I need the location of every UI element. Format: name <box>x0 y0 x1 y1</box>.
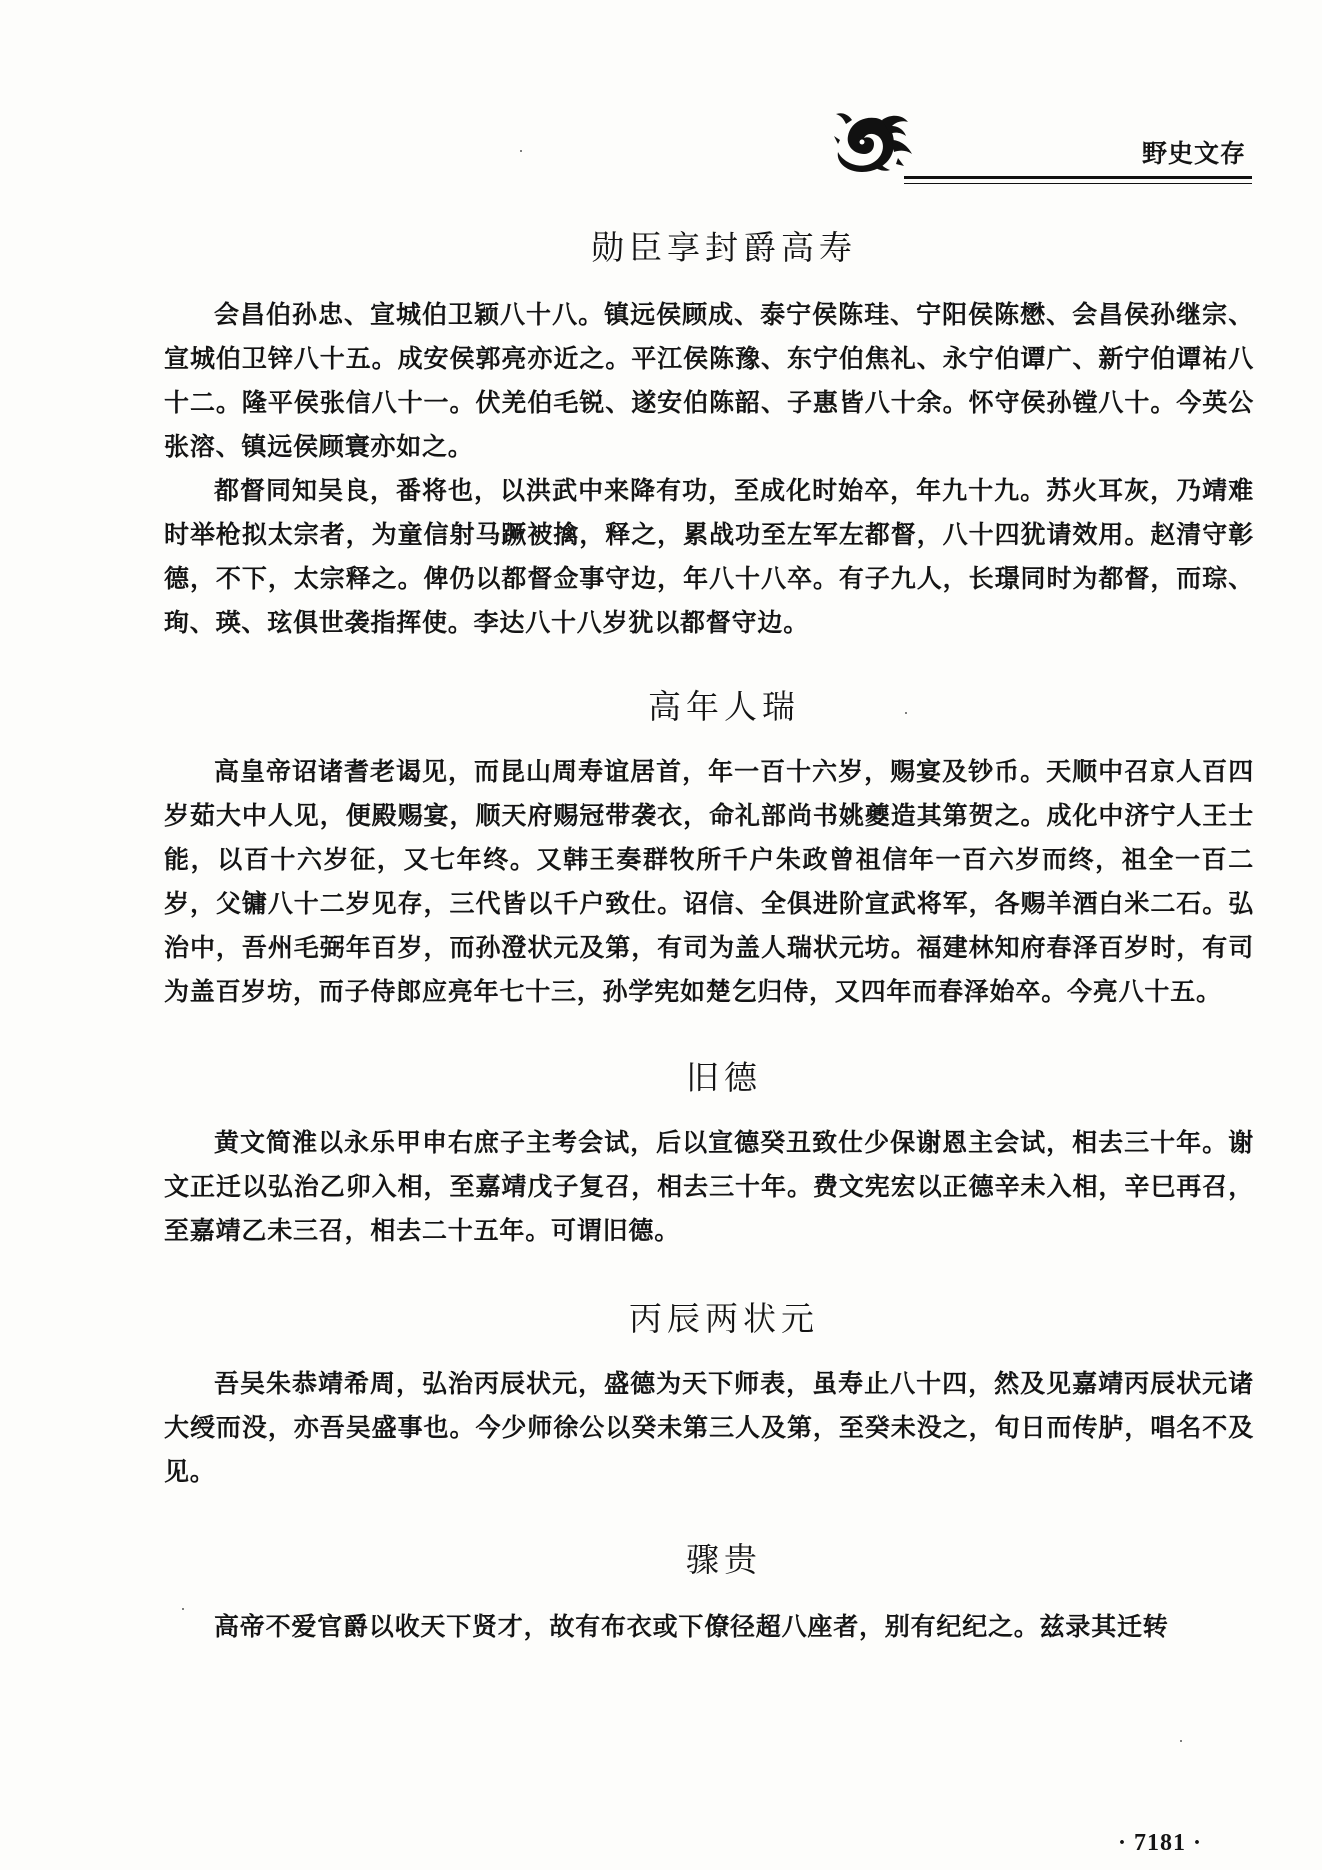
header-title: 野史文存 <box>1141 139 1246 168</box>
section-3 <box>164 1052 1254 1253</box>
main-text <box>164 222 1254 1649</box>
scan-speck <box>1180 1740 1182 1742</box>
paragraph: 吾吴朱恭靖希周，弘治丙辰状元，盛德为天下师表，虽寿止八十四，然及见嘉靖丙辰状元诸大绶而没，亦吾吴盛事也。今少师徐公以癸未第三人及第，至癸未没之，旬日而传胪，唱名不及见。 <box>164 1369 1254 1486</box>
header-rule <box>904 176 1252 179</box>
section-2 <box>164 681 1254 1014</box>
paragraph: 会昌伯孙忠、宣城伯卫颖八十八。镇远侯顾成、泰宁侯陈珪、宁阳侯陈懋、会昌侯孙继宗、宣城伯卫锌八十五。成安侯郭亮亦近之。平江侯陈豫、东宁伯焦礼、永宁伯谭广、新宁伯谭祐八十二。隆平侯张信八十一。伏羌伯毛锐、遂安伯陈韶、子惠皆八十余。怀守侯孙镗八十。今英公张溶、镇远侯顾寰亦如之。 <box>164 300 1254 461</box>
scan-speck <box>905 712 907 714</box>
section-title: 骤贵 <box>686 1540 762 1579</box>
running-header <box>832 104 1252 184</box>
section-4 <box>164 1293 1254 1494</box>
scan-speck <box>182 1608 184 1610</box>
section-1 <box>164 222 1254 645</box>
paragraph: 都督同知吴良，番将也，以洪武中来降有功，至成化时始卒，年九十九。苏火耳灰，乃靖难时举枪拟太宗者，为童信射马蹶被擒，释之，累战功至左军左都督，八十四犹请效用。赵清守彰德，不下，太宗释之。俾仍以都督佥事守边，年八十八卒。有子九人，长璟同时为都督，而琮、珣、瑛、玹俱世袭指挥使。李达八十八岁犹以都督守边。 <box>164 476 1254 637</box>
scan-speck <box>520 150 522 152</box>
section-title: 旧德 <box>686 1058 762 1097</box>
page-number: · 7181 · <box>1117 1830 1202 1856</box>
paragraph: 高皇帝诏诸耆老谒见，而昆山周寿谊居首，年一百十六岁，赐宴及钞币。天顺中召京人百四岁茹大中人见，便殿赐宴，顺天府赐冠带袭衣，命礼部尚书姚夔造其第贺之。成化中济宁人王士能，以百十六岁征，又七年终。又韩王奏群牧所千户朱政曾祖信年一百六岁而终，祖全一百二岁，父镛八十二岁见存，三代皆以千户致仕。诏信、全俱进阶宣武将军，各赐羊酒白米二石。弘治中，吾州毛弼年百岁，而孙澄状元及第，有司为盖人瑞状元坊。福建林知府春泽百岁时，有司为盖百岁坊，而子侍郎应亮年七十三，孙学宪如楚乞归侍，又四年而春泽始卒。今亮八十五。 <box>164 757 1254 1006</box>
section-title: 勋臣享封爵高寿 <box>591 228 857 267</box>
paragraph: 高帝不爱官爵以收天下贤才，故有布衣或下僚径超八座者，别有纪纪之。兹录其迁转 <box>214 1612 1169 1641</box>
section-title: 高年人瑞 <box>648 687 800 726</box>
section-5 <box>164 1534 1254 1649</box>
paragraph: 黄文简淮以永乐甲申右庶子主考会试，后以宣德癸丑致仕少保谢恩主会试，相去三十年。谢文正迁以弘治乙卯入相，至嘉靖戊子复召，相去三十年。费文宪宏以正德辛未入相，辛巳再召，至嘉靖乙未三召，相去二十五年。可谓旧德。 <box>164 1128 1254 1245</box>
section-title: 丙辰两状元 <box>629 1299 819 1338</box>
dragon-logo-icon <box>832 110 918 176</box>
header-rule-thin <box>904 183 1252 184</box>
